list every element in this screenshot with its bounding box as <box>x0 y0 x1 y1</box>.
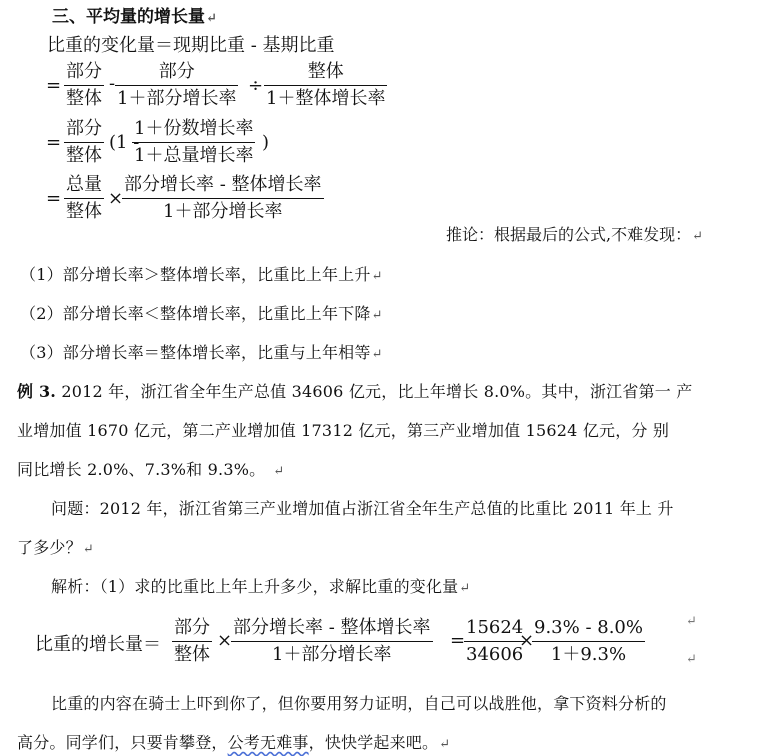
numerator: 部分 <box>64 60 104 86</box>
numerator: 部分 <box>172 616 212 642</box>
formula2-lhs: 比重的增长量＝ <box>35 634 161 655</box>
formula1-equals-1: = <box>46 75 62 96</box>
paragraph-mark: ↵ <box>371 308 383 323</box>
numerator: 部分增长率 - 整体增长率 <box>122 173 324 199</box>
denominator: 1＋整体增长率 <box>266 88 386 109</box>
paragraph-mark-formula2-top: ↵ <box>686 614 697 629</box>
example-text: 2012 年，浙江省全年生产总值 34606 亿元，比上年增长 8.0%。其中，浙江省第一 产 <box>56 382 693 401</box>
example-line-2: 业增加值 1670 亿元，第二产业增加值 17312 亿元，第三产业增加值 15624 亿元，分 别 <box>17 421 670 440</box>
rule-1 <box>20 262 383 285</box>
numerator: 总量 <box>64 173 104 199</box>
formula1-fraction-3 <box>264 60 387 111</box>
closing-text-a: 高分。同学们，只要肯攀登， <box>17 733 228 752</box>
rule-3 <box>20 340 383 363</box>
formula2-fraction-4 <box>532 616 645 667</box>
question-line-1: 问题：2012 年，浙江省第三产业增加值占浙江省全年生产总值的比重比 2011 年上 升 <box>51 499 674 518</box>
analysis-text: 解析：（1）求的比重比上年上升多少，求解比重的变化量 <box>51 577 459 596</box>
denominator: 整体 <box>66 201 102 222</box>
formula1-paren-open: (1 - <box>109 132 140 153</box>
formula1-fraction-4 <box>64 117 104 168</box>
paragraph-mark: ↵ <box>439 737 451 752</box>
denominator: 1＋总量增长率 <box>134 145 254 166</box>
formula1-equals-2: = <box>46 132 62 153</box>
example-label: 例 3. <box>17 382 57 401</box>
section-title <box>52 2 217 27</box>
numerator: 1＋份数增长率 <box>132 117 255 143</box>
formula1-minus: - <box>109 73 116 94</box>
section-title-text: 三、平均量的增长量 <box>52 7 205 27</box>
formula1-equals-3: = <box>46 188 62 209</box>
denominator: 34606 <box>466 644 524 665</box>
formula2-fraction-1 <box>172 616 212 667</box>
formula2-equals: = <box>450 630 466 651</box>
rule-2 <box>20 301 383 324</box>
denominator: 1＋部分增长率 <box>272 644 392 665</box>
denominator: 整体 <box>66 88 102 109</box>
formula2-times-1: × <box>217 630 233 651</box>
formula2-fraction-2 <box>231 616 433 667</box>
question-text: 了多少？ <box>17 538 82 557</box>
paragraph-mark: ↵ <box>273 464 285 479</box>
paragraph-mark-formula2-bottom: ↵ <box>686 652 697 667</box>
inference-text: 推论：根据最后的公式,不难发现： <box>446 225 692 244</box>
formula1-fraction-7 <box>122 173 324 224</box>
paragraph-mark: ↵ <box>82 542 94 557</box>
numerator: 部分 <box>64 117 104 143</box>
formula1-fraction-1 <box>64 60 104 111</box>
numerator: 部分 <box>115 60 238 86</box>
formula1-line1: 比重的变化量＝现期比重 - 基期比重 <box>47 35 335 56</box>
numerator: 整体 <box>264 60 387 86</box>
closing-line-1: 比重的内容在骑士上吓到你了，但你要用努力证明，自己可以战胜他，拿下资料分析的 <box>51 694 667 713</box>
paragraph-mark: ↵ <box>206 11 217 26</box>
numerator: 部分增长率 - 整体增长率 <box>231 616 433 642</box>
rule-text: （2）部分增长率＜整体增长率，比重比上年下降 <box>20 304 371 323</box>
paragraph-mark: ↵ <box>371 347 383 362</box>
denominator: 整体 <box>66 145 102 166</box>
denominator: 1＋部分增长率 <box>163 201 283 222</box>
paragraph-mark: ↵ <box>459 581 471 596</box>
formula1-fraction-5 <box>132 117 255 168</box>
formula1-times: × <box>108 188 124 209</box>
example-line-3 <box>17 457 284 480</box>
numerator: 15624 <box>464 616 525 642</box>
example-line-1 <box>17 379 692 402</box>
formula2-times-2: × <box>519 630 535 651</box>
denominator: 整体 <box>174 644 210 665</box>
closing-text-c: ，快快学起来吧。 <box>308 733 439 752</box>
rule-text: （1）部分增长率＞整体增长率，比重比上年上升 <box>20 265 371 284</box>
closing-text-spellcheck: 公考无难事 <box>227 733 309 752</box>
question-line-2 <box>17 535 94 558</box>
formula1-fraction-2 <box>115 60 238 111</box>
paragraph-mark: ↵ <box>371 269 383 284</box>
denominator: 1＋部分增长率 <box>117 88 237 109</box>
rule-text: （3）部分增长率＝整体增长率，比重与上年相等 <box>20 343 371 362</box>
closing-line-2 <box>17 730 450 753</box>
inference-line <box>446 222 703 245</box>
formula1-divide: ÷ <box>248 75 264 96</box>
analysis-line <box>51 574 470 597</box>
formula1-paren-close: ) <box>262 132 270 153</box>
numerator: 9.3% - 8.0% <box>532 616 645 642</box>
denominator: 1＋9.3% <box>550 644 627 665</box>
formula2-fraction-3 <box>464 616 525 667</box>
paragraph-mark: ↵ <box>692 229 703 244</box>
example-text: 同比增长 2.0%、7.3%和 9.3%。 <box>17 460 266 479</box>
formula1-fraction-6 <box>64 173 104 224</box>
